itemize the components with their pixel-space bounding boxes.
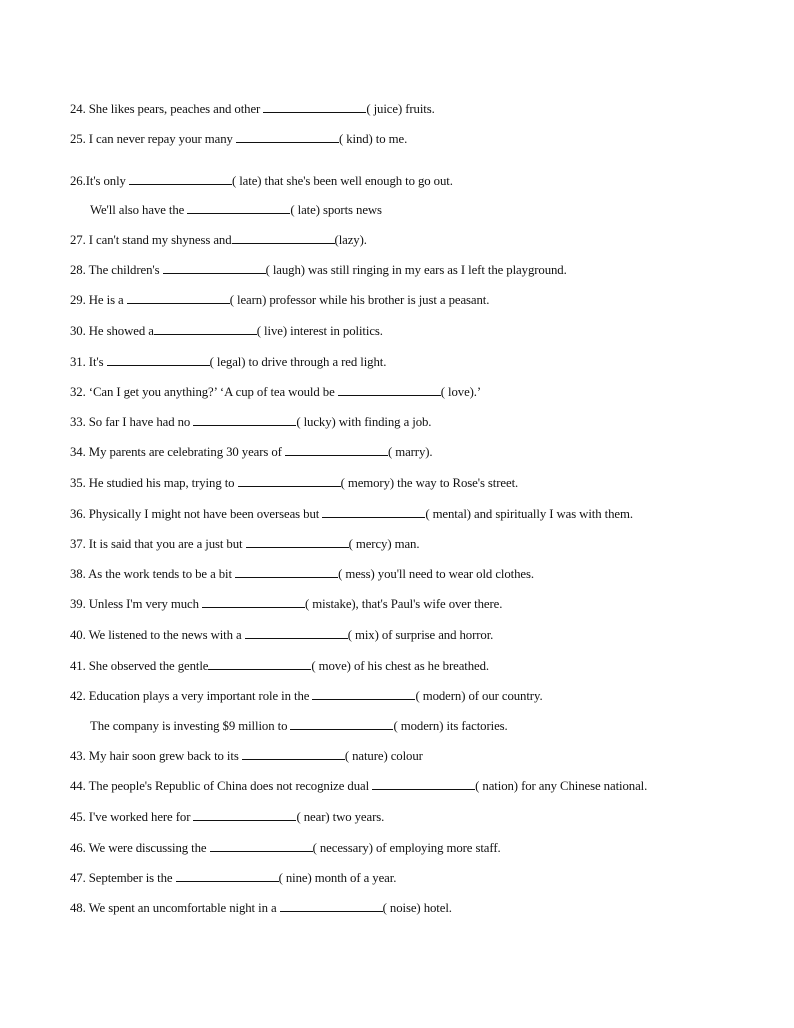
answer-blank[interactable] [129, 173, 232, 185]
exercise-text: 43. My hair soon grew back to its [70, 749, 242, 763]
exercise-31 [70, 354, 386, 370]
exercise-text: 35. He studied his map, trying to [70, 476, 238, 490]
exercise-hint: ( noise) hotel. [382, 901, 452, 915]
answer-blank[interactable] [107, 354, 210, 366]
exercise-hint: ( mix) of surprise and horror. [347, 628, 494, 642]
exercise-37 [70, 536, 419, 552]
answer-blank[interactable] [236, 131, 339, 143]
exercise-hint: ( mercy) man. [348, 537, 420, 551]
exercise-text: 34. My parents are celebrating 30 years of [70, 445, 285, 459]
exercise-hint: ( live) interest in politics. [256, 324, 383, 338]
exercise-hint: ( kind) to me. [338, 132, 408, 146]
exercise-hint: ( mess) you'll need to wear old clothes. [338, 567, 534, 581]
exercise-33 [70, 414, 431, 430]
exercise-hint: ( nine) month of a year. [278, 871, 397, 885]
exercise-hint: ( laugh) was still ringing in my ears as I left the playground. [265, 263, 567, 277]
exercise-hint: ( nature) colour [344, 749, 423, 763]
exercise-text: 28. The children's [70, 263, 163, 277]
answer-blank[interactable] [176, 870, 279, 882]
exercise-hint: ( love).’ [440, 385, 482, 399]
exercise-hint: ( modern) of our country. [415, 689, 543, 703]
exercise-hint: ( nation) for any Chinese national. [475, 779, 648, 793]
exercise-hint: ( lucky) with finding a job. [296, 415, 432, 429]
exercise-hint: ( juice) fruits. [366, 102, 435, 116]
exercise-text: 41. She observed the gentle [70, 659, 209, 673]
exercise-hint: ( late) sports news [290, 203, 382, 217]
exercise-26a [70, 173, 453, 189]
exercise-text: 33. So far I have had no [70, 415, 194, 429]
exercise-48 [70, 900, 452, 916]
exercise-text: 26.It's only [70, 174, 129, 188]
answer-blank[interactable] [246, 536, 349, 548]
exercise-41 [70, 658, 489, 674]
exercise-text: 39. Unless I'm very much [70, 597, 203, 611]
answer-blank[interactable] [322, 506, 425, 518]
answer-blank[interactable] [193, 414, 296, 426]
exercise-25 [70, 131, 407, 147]
exercise-hint: ( late) that she's been well enough to go out. [231, 174, 453, 188]
answer-blank[interactable] [187, 202, 290, 214]
exercise-hint: ( mistake), that's Paul's wife over there. [305, 597, 503, 611]
exercise-29 [70, 292, 489, 308]
exercise-text: 31. It's [70, 355, 107, 369]
answer-blank[interactable] [312, 688, 415, 700]
answer-blank[interactable] [242, 748, 345, 760]
exercise-hint: ( mental) and spiritually I was with them. [425, 507, 633, 521]
exercise-30 [70, 323, 383, 339]
exercise-text: 36. Physically I might not have been overseas but [70, 507, 323, 521]
exercise-32 [70, 384, 481, 400]
answer-blank[interactable] [263, 101, 366, 113]
answer-blank[interactable] [154, 323, 257, 335]
exercise-text: 46. We were discussing the [70, 841, 210, 855]
exercise-text: 30. He showed a [70, 324, 154, 338]
answer-blank[interactable] [245, 627, 348, 639]
exercise-text: 25. I can never repay your many [70, 132, 236, 146]
exercise-text: 32. ‘Can I get you anything?’ ‘A cup of tea would be [70, 385, 338, 399]
exercise-text: 44. The people's Republic of China does not recognize dual [70, 779, 373, 793]
exercise-text: 48. We spent an uncomfortable night in a [70, 901, 280, 915]
exercise-24 [70, 101, 435, 117]
exercise-hint: ( necessary) of employing more staff. [312, 841, 501, 855]
exercise-42b [90, 718, 508, 734]
exercise-hint: (lazy). [334, 233, 367, 247]
exercise-hint: ( memory) the way to Rose's street. [340, 476, 519, 490]
exercise-hint: ( move) of his chest as he breathed. [311, 659, 490, 673]
exercise-43 [70, 748, 423, 764]
exercise-hint: ( near) two years. [296, 810, 385, 824]
exercise-text: We'll also have the [90, 203, 188, 217]
exercise-hint: ( legal) to drive through a red light. [209, 355, 387, 369]
exercise-text: 42. Education plays a very important role in the [70, 689, 313, 703]
exercise-text: 29. He is a [70, 293, 127, 307]
answer-blank[interactable] [238, 475, 341, 487]
exercise-47 [70, 870, 396, 886]
exercise-text: 27. I can't stand my shyness and [70, 233, 232, 247]
exercise-text: 38. As the work tends to be a bit [70, 567, 236, 581]
exercise-text: 37. It is said that you are a just but [70, 537, 246, 551]
exercise-39 [70, 596, 502, 612]
answer-blank[interactable] [280, 900, 383, 912]
answer-blank[interactable] [235, 566, 338, 578]
answer-blank[interactable] [193, 809, 296, 821]
exercise-text: 40. We listened to the news with a [70, 628, 245, 642]
answer-blank[interactable] [372, 778, 475, 790]
answer-blank[interactable] [285, 444, 388, 456]
exercise-hint: ( marry). [387, 445, 433, 459]
exercise-34 [70, 444, 433, 460]
answer-blank[interactable] [232, 232, 335, 244]
answer-blank[interactable] [290, 718, 393, 730]
exercise-38 [70, 566, 534, 582]
exercise-hint: ( modern) its factories. [393, 719, 508, 733]
exercise-36 [70, 506, 633, 522]
exercise-35 [70, 475, 518, 491]
exercise-hint: ( learn) professor while his brother is just a peasant. [229, 293, 490, 307]
answer-blank[interactable] [202, 596, 305, 608]
exercise-45 [70, 809, 384, 825]
answer-blank[interactable] [208, 658, 311, 670]
exercise-42a [70, 688, 543, 704]
exercise-text: 47. September is the [70, 871, 176, 885]
exercise-27 [70, 232, 367, 248]
exercise-text: 45. I've worked here for [70, 810, 194, 824]
answer-blank[interactable] [210, 840, 313, 852]
exercise-46 [70, 840, 501, 856]
exercise-28 [70, 262, 567, 278]
exercise-40 [70, 627, 493, 643]
answer-blank[interactable] [338, 384, 441, 396]
answer-blank[interactable] [127, 292, 230, 304]
exercise-26b [90, 202, 382, 218]
exercise-44 [70, 778, 647, 794]
exercise-text: The company is investing $9 million to [90, 719, 291, 733]
exercise-text: 24. She likes pears, peaches and other [70, 102, 264, 116]
answer-blank[interactable] [163, 262, 266, 274]
